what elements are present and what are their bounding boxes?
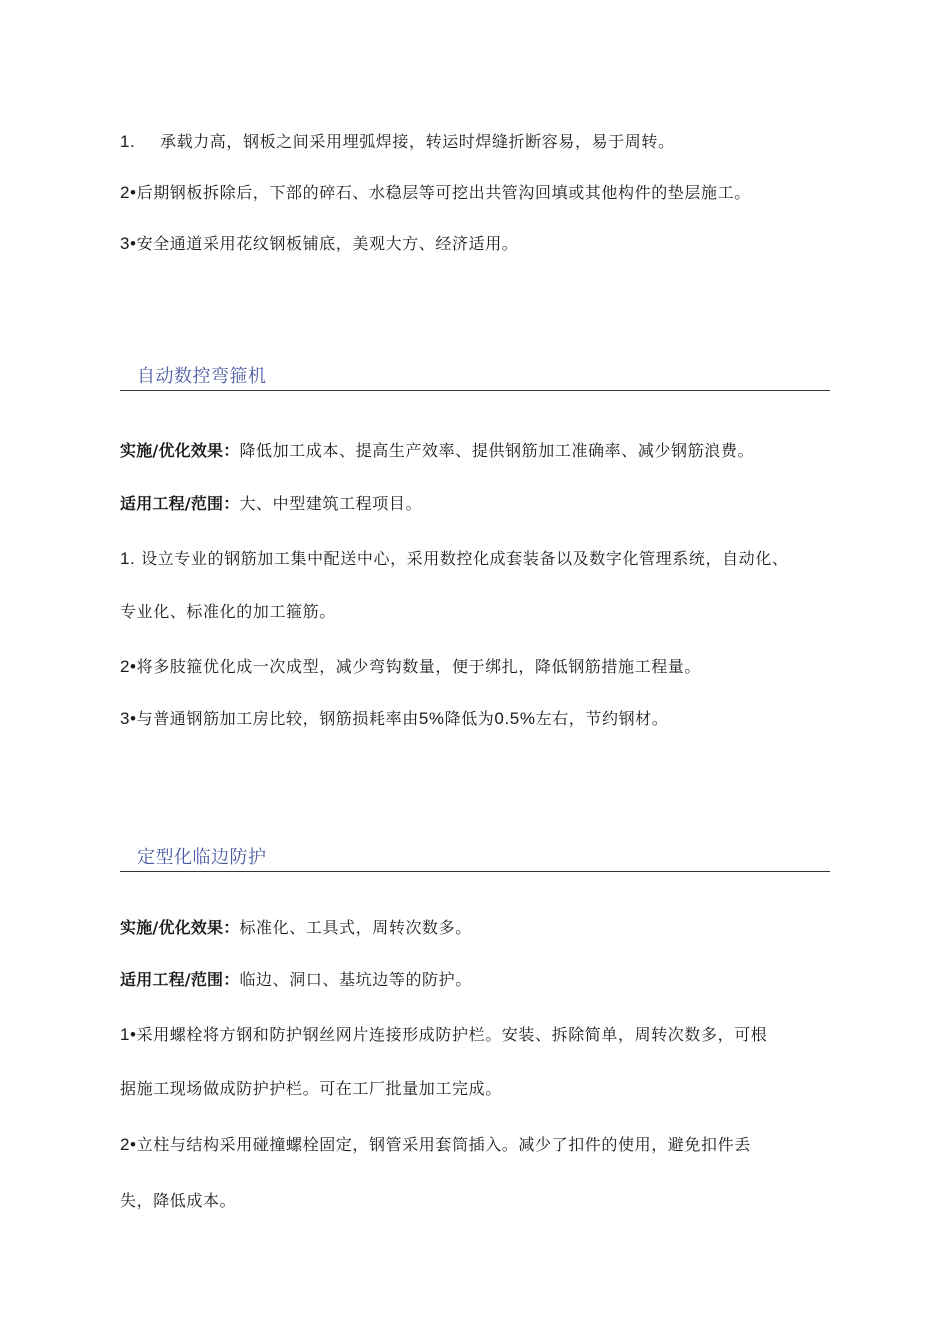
effect-text: 降低加工成本、提高生产效率、提供钢筋加工准确率、减少钢筋浪费。: [239, 441, 755, 460]
list-text: 后期钢板拆除后，下部的碎石、水稳层等可挖出共管沟回填或其他构件的垫层施工。: [136, 183, 751, 202]
list-item-2: [120, 1134, 751, 1156]
list-text: 立柱与结构采用碰撞螺栓固定，钢管采用套筒插入。减少了扣件的使用，避免扣件丢: [136, 1135, 751, 1154]
list-text: 据施工现场做成防护护栏。可在工厂批量加工完成。: [120, 1079, 502, 1098]
list-text: 设立专业的钢筋加工集中配送中心，采用数控化成套装备以及数字化管理系统，自动化、: [141, 549, 789, 568]
list-text: 承载力高，钢板之间采用埋弧焊接，转运时焊缝折断容易，易于周转。: [160, 132, 675, 151]
list-number: 1.: [120, 132, 136, 151]
list-text: 失，降低成本。: [120, 1191, 237, 1210]
list-text: 降低为: [444, 709, 495, 728]
effect-line: [120, 917, 472, 939]
list-text: 安全通道采用花纹钢板铺底，美观大方、经济适用。: [136, 234, 519, 253]
list-item-1-continuation: [120, 601, 336, 623]
list-item-1: [120, 1024, 767, 1046]
list-item-1: [120, 548, 788, 570]
list-item-1: [120, 131, 675, 153]
section-heading-text: 自动数控弯箍机: [137, 366, 267, 387]
section-heading-edge-protection: [120, 843, 830, 872]
list-item-2: [120, 656, 701, 678]
list-item-2-continuation: [120, 1190, 236, 1212]
list-text: 与普通钢筋加工房比较，钢筋损耗率由: [136, 709, 419, 728]
scope-line: [120, 493, 422, 515]
percent-value: 0.5%: [494, 709, 536, 728]
scope-text: 临边、洞口、基坑边等的防护。: [239, 970, 472, 989]
list-item-3: [120, 708, 668, 730]
effect-label: 实施/优化效果：: [120, 918, 240, 937]
list-item-2: [120, 182, 751, 204]
list-number: 1•: [120, 1025, 137, 1044]
list-number: 2•: [120, 183, 137, 202]
list-item-1-continuation: [120, 1078, 502, 1100]
list-number: 3•: [120, 234, 137, 253]
scope-label: 适用工程/范围：: [120, 970, 240, 989]
effect-label: 实施/优化效果：: [120, 441, 240, 460]
scope-text: 大、中型建筑工程项目。: [239, 494, 423, 513]
section-heading-stirrup-machine: [120, 362, 830, 391]
percent-value: 5%: [418, 709, 445, 728]
scope-label: 适用工程/范围：: [120, 494, 240, 513]
list-text: 左右，节约钢材。: [535, 709, 669, 728]
list-text: 将多肢箍优化成一次成型，减少弯钩数量，便于绑扎，降低钢筋措施工程量。: [136, 657, 702, 676]
effect-text: 标准化、工具式，周转次数多。: [239, 918, 472, 937]
list-number: 2•: [120, 657, 137, 676]
list-item-3: [120, 233, 518, 255]
list-text: 采用螺栓将方钢和防护钢丝网片连接形成防护栏。安装、拆除简单，周转次数多，可根: [136, 1025, 768, 1044]
list-text: 专业化、标准化的加工箍筋。: [120, 602, 336, 621]
list-number: 3•: [120, 709, 137, 728]
section-heading-text: 定型化临边防护: [137, 847, 267, 868]
list-number: 2•: [120, 1135, 137, 1154]
effect-line: [120, 440, 754, 462]
scope-line: [120, 969, 472, 991]
list-number: 1.: [120, 549, 136, 568]
